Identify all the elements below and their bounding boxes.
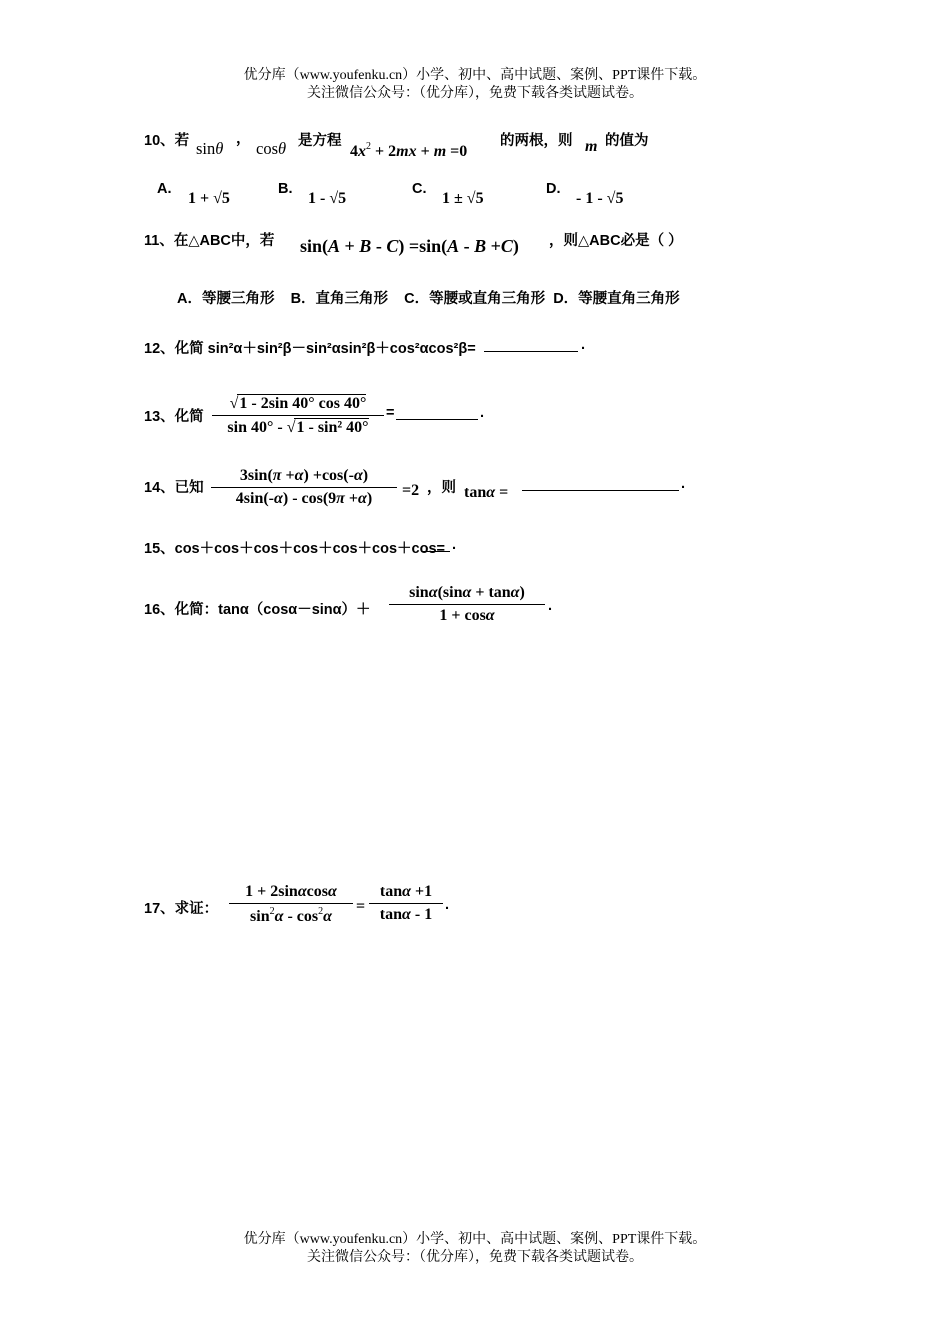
- q10-option-b-label: B.: [278, 181, 293, 197]
- q16-fraction: [389, 584, 545, 625]
- q12-answer-blank: [484, 337, 578, 356]
- q11-tail: ，则△ABC必是（ ）: [549, 233, 683, 249]
- q10-sin-theta: sinθ: [196, 139, 224, 158]
- header-line-1: 优分库（www.youfenku.cn）小学、初中、高中试题、案例、PPT课件下载。: [243, 68, 707, 83]
- q14-equals-two: =2: [402, 482, 420, 499]
- q10-is-equation: 是方程: [298, 133, 342, 149]
- q14-answer-blank: [522, 476, 679, 495]
- q10-equation: $4x^2 + 2mx + m =0$: [350, 141, 468, 160]
- q10-tail2: 的值为: [605, 133, 649, 149]
- q16-denominator: 1 + cosα: [439, 607, 495, 624]
- q14-fraction: [211, 467, 397, 508]
- q14-end: .: [681, 476, 686, 492]
- q16-end: .: [548, 598, 553, 614]
- q11-options: A．等腰三角形 B．直角三角形 C．等腰或直角三角形 D．等腰直角三角形: [177, 291, 680, 307]
- q11-prefix: 11、在△ABC中，若: [144, 233, 275, 249]
- q10-tail: 的两根，则: [500, 133, 573, 149]
- q17-left-denominator: $\sin^2\alpha - \cos^2\alpha$: [250, 906, 332, 925]
- page-header: [0, 67, 950, 103]
- q14-prefix: 14、已知: [144, 480, 204, 496]
- q14-tan-alpha: tanα =: [464, 484, 509, 501]
- q10-option-c-label: C.: [412, 181, 427, 197]
- q13-prefix: 13、化简: [144, 409, 204, 425]
- q17-right-numerator: tanα +1: [379, 883, 433, 900]
- q10-prefix: 10、若: [144, 133, 190, 149]
- footer-line-2: 关注微信公众号：（优分库），免费下载各类试题试卷。: [307, 1250, 643, 1265]
- q17-left-numerator: 1 + 2sinαcosα: [245, 883, 337, 900]
- page-footer: [0, 1231, 950, 1267]
- q10-option-d-label: D.: [546, 181, 561, 197]
- q12-text: 12、化简 sin²α＋sin²β－sin²αsin²β＋cos²αcos²β=: [144, 341, 476, 357]
- q13-denominator: sin 40° - √1 - sin² 40°: [227, 419, 369, 436]
- footer-line-1: 优分库（www.youfenku.cn）小学、初中、高中试题、案例、PPT课件下载。: [243, 1232, 707, 1247]
- q15-answer-blank: [422, 537, 450, 556]
- q10-m: m: [585, 138, 598, 155]
- q17-prefix: 17、求证：: [144, 901, 219, 917]
- q14-mid: ，则: [427, 480, 456, 496]
- q10-option-c-value: 1 ± √5: [442, 190, 484, 207]
- q16-numerator: sinα(sinα + tanα): [409, 584, 525, 601]
- q10-option-b-value: 1 - √5: [308, 190, 347, 207]
- q17-right-denominator: tanα - 1: [379, 906, 433, 923]
- q10-option-a-label: A.: [157, 181, 172, 197]
- q13-fraction: [212, 394, 384, 437]
- q17-end: .: [445, 897, 450, 913]
- q11-equation: sin(A + B - C) =sin(A - B +C): [300, 236, 519, 256]
- q10-option-a-value: 1 + √5: [188, 190, 230, 207]
- q13-numerator: √1 - 2sin 40° cos 40°: [229, 395, 367, 412]
- q10-cos-theta: cosθ: [256, 139, 287, 158]
- header-line-2: 关注微信公众号：（优分库），免费下载各类试题试卷。: [307, 86, 643, 101]
- q13-answer-blank: [396, 405, 478, 424]
- q15-text: 15、cos＋cos＋cos＋cos＋cos＋cos＋cos=: [144, 541, 445, 557]
- q17-left-fraction: [229, 883, 353, 926]
- q10-option-d-value: - 1 - √5: [576, 190, 624, 207]
- q13-equals: =: [386, 405, 395, 421]
- q17-right-fraction: [369, 883, 443, 924]
- q10-comma: ，: [236, 131, 251, 147]
- q17-equals: =: [356, 898, 366, 915]
- q13-end: .: [480, 405, 485, 421]
- q14-numerator: 3sin(π +α) +cos(-α): [239, 467, 369, 484]
- q16-prefix: 16、化简：tanα（cosα－sinα）＋: [144, 602, 371, 618]
- q14-denominator: 4sin(-α) - cos(9π +α): [235, 490, 373, 507]
- q15-end: .: [452, 537, 457, 553]
- q12-end: .: [581, 337, 586, 353]
